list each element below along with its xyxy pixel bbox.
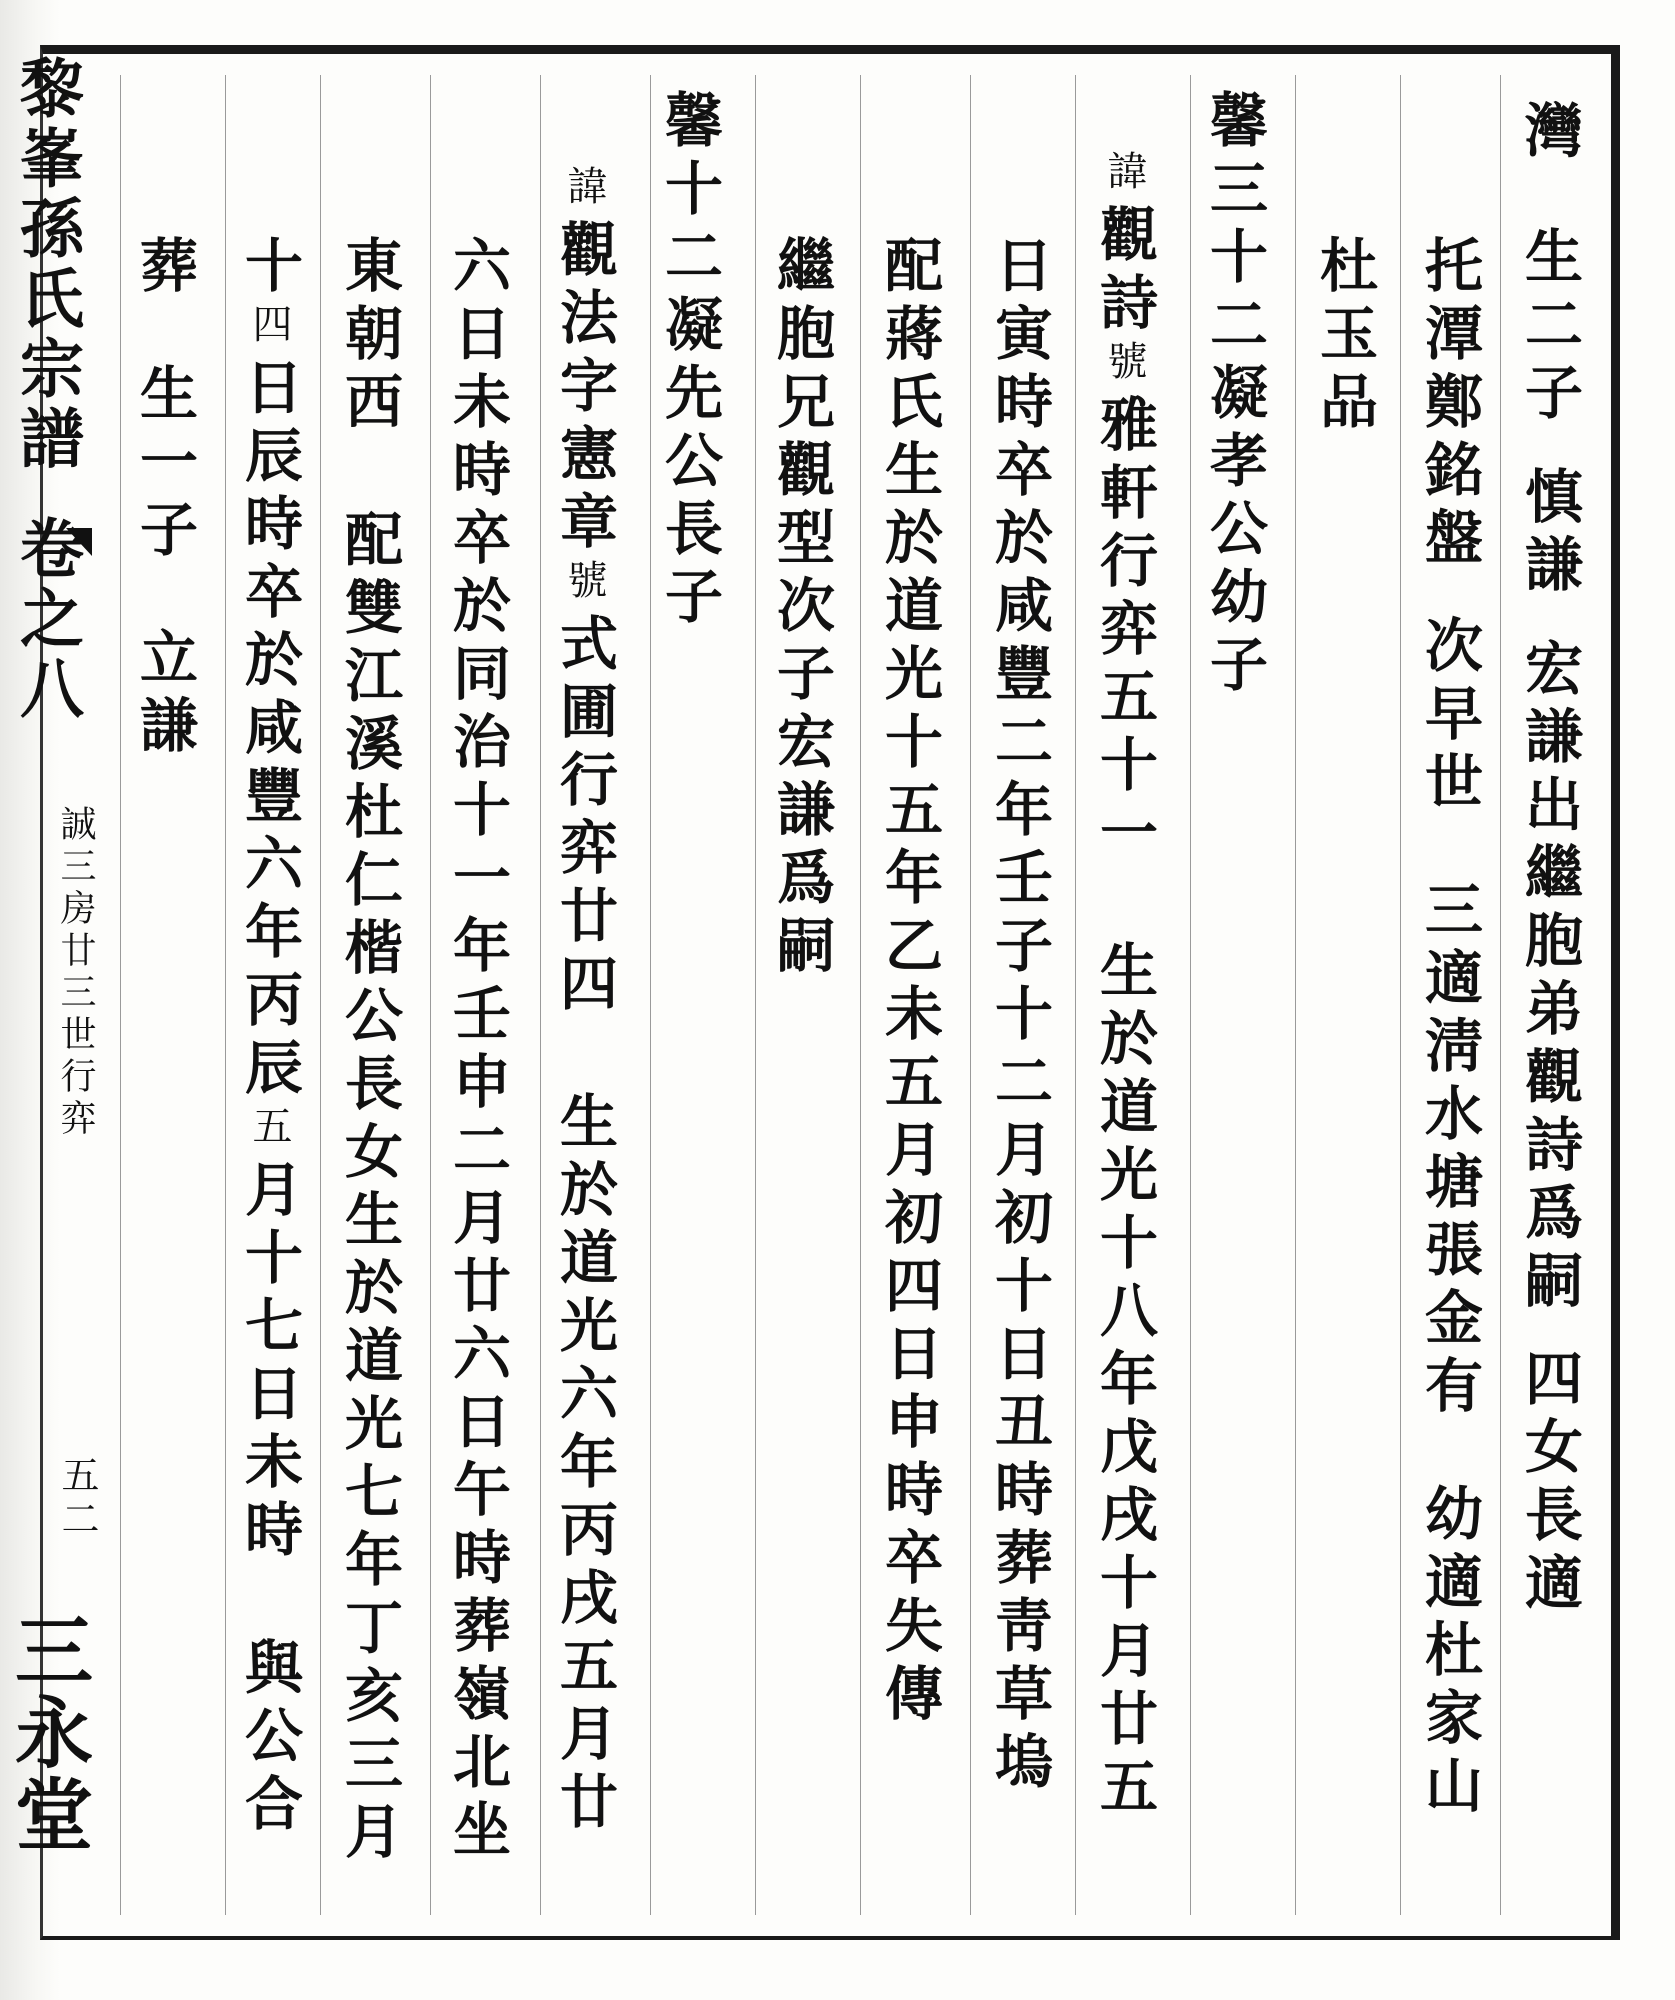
person-name: 觀詩 [1090,204,1158,340]
hall-name: 三永堂 [2,1610,93,1856]
text-segment: 幼適杜家山 [1415,1483,1483,1823]
text-segment: 四 [246,303,292,357]
generation-heading: 馨十二凝先公長子 [655,90,723,634]
text-column-6 [985,235,1053,1799]
text-column-5 [1090,150,1158,1824]
person-name: 觀法字憲章 [550,219,618,559]
text-segment: 生於道光十八年戊戌十月廿五 [1090,940,1158,1824]
text-segment: 次早世 [1415,615,1483,819]
column-rule [1400,75,1401,1915]
section-label: 誠三房廿三世行弈 [55,805,96,1141]
text-segment: 諱 [1101,150,1147,204]
column-rule [540,75,541,1915]
text-segment: 生二子 [1515,226,1583,430]
text-column-4 [1200,90,1268,702]
text-segment: 生於道光六年丙戌五月廿 [550,1091,618,1839]
column-rule [860,75,861,1915]
text-column-11 [443,235,511,1867]
text-segment: 立謙 [130,627,198,763]
text-segment: 托潭鄭銘盤 [1415,235,1483,575]
column-rule [1075,75,1076,1915]
text-segment: 五 [246,1105,292,1159]
text-column-10 [550,165,618,1839]
text-segment: 日辰時卒於咸豐六年丙辰 [235,357,303,1105]
text-segment: 杜玉品 [1310,235,1378,439]
fish-tail-mark [66,528,92,556]
text-column-9 [655,90,723,634]
text-segment: 東朝西 [335,235,403,439]
column-rule [120,75,121,1915]
column-rule [225,75,226,1915]
page-number: 五二 [55,1455,99,1543]
text-segment: 慎謙 [1515,466,1583,602]
text-segment: 雅軒行弈五十一 [1090,394,1158,870]
text-segment: 與公合 [235,1637,303,1841]
volume-label: 卷之八 [9,515,84,725]
text-column-7 [875,235,943,1731]
column-rule [1190,75,1191,1915]
text-segment: 生一子 [130,363,198,567]
genealogy-title [9,55,84,725]
text-segment: 四女長適 [1515,1348,1583,1620]
book-title: 黎峯孫氏宗譜 [9,55,84,475]
column-rule [970,75,971,1915]
column-rule [320,75,321,1915]
text-column-14 [130,235,198,763]
text-segment: 號 [1101,340,1147,394]
text-column-13 [235,235,303,1841]
text-column-1 [1515,100,1583,1620]
column-rule [1295,75,1296,1915]
column-rule [1500,75,1501,1915]
text-segment: 式圃行弈廿四 [550,613,618,1021]
text-segment: 十 [235,235,303,303]
text-segment: 葬 [130,235,198,303]
text-segment: 灣 [1515,100,1583,168]
text-segment: 配雙江溪杜仁楷公長女生於道光七年丁亥三月 [335,509,403,1869]
text-segment: 繼胞兄觀型次子宏謙爲嗣 [767,235,835,983]
column-rule [650,75,651,1915]
text-segment: 月十七日未時 [235,1159,303,1567]
text-segment: 三適淸水塘張金有 [1415,879,1483,1423]
text-segment: 六日未時卒於同治十一年壬申二月廿六日午時葬嶺北坐 [443,235,511,1867]
text-segment: 配蔣氏生於道光十五年乙未五月初四日申時卒失傳 [875,235,943,1731]
text-segment: 諱 [561,165,607,219]
generation-heading: 馨三十二凝孝公幼子 [1200,90,1268,702]
text-column-3 [1310,235,1378,439]
text-column-2 [1415,235,1483,1823]
column-rule [430,75,431,1915]
text-segment: 日寅時卒於咸豐二年壬子十二月初十日丑時葬靑草塢 [985,235,1053,1799]
text-column-12 [335,235,403,1869]
text-column-8 [767,235,835,983]
column-rule [755,75,756,1915]
margin-column [9,55,90,725]
text-segment: 號 [561,559,607,613]
text-segment: 宏謙出繼胞弟觀詩爲嗣 [1515,638,1583,1318]
